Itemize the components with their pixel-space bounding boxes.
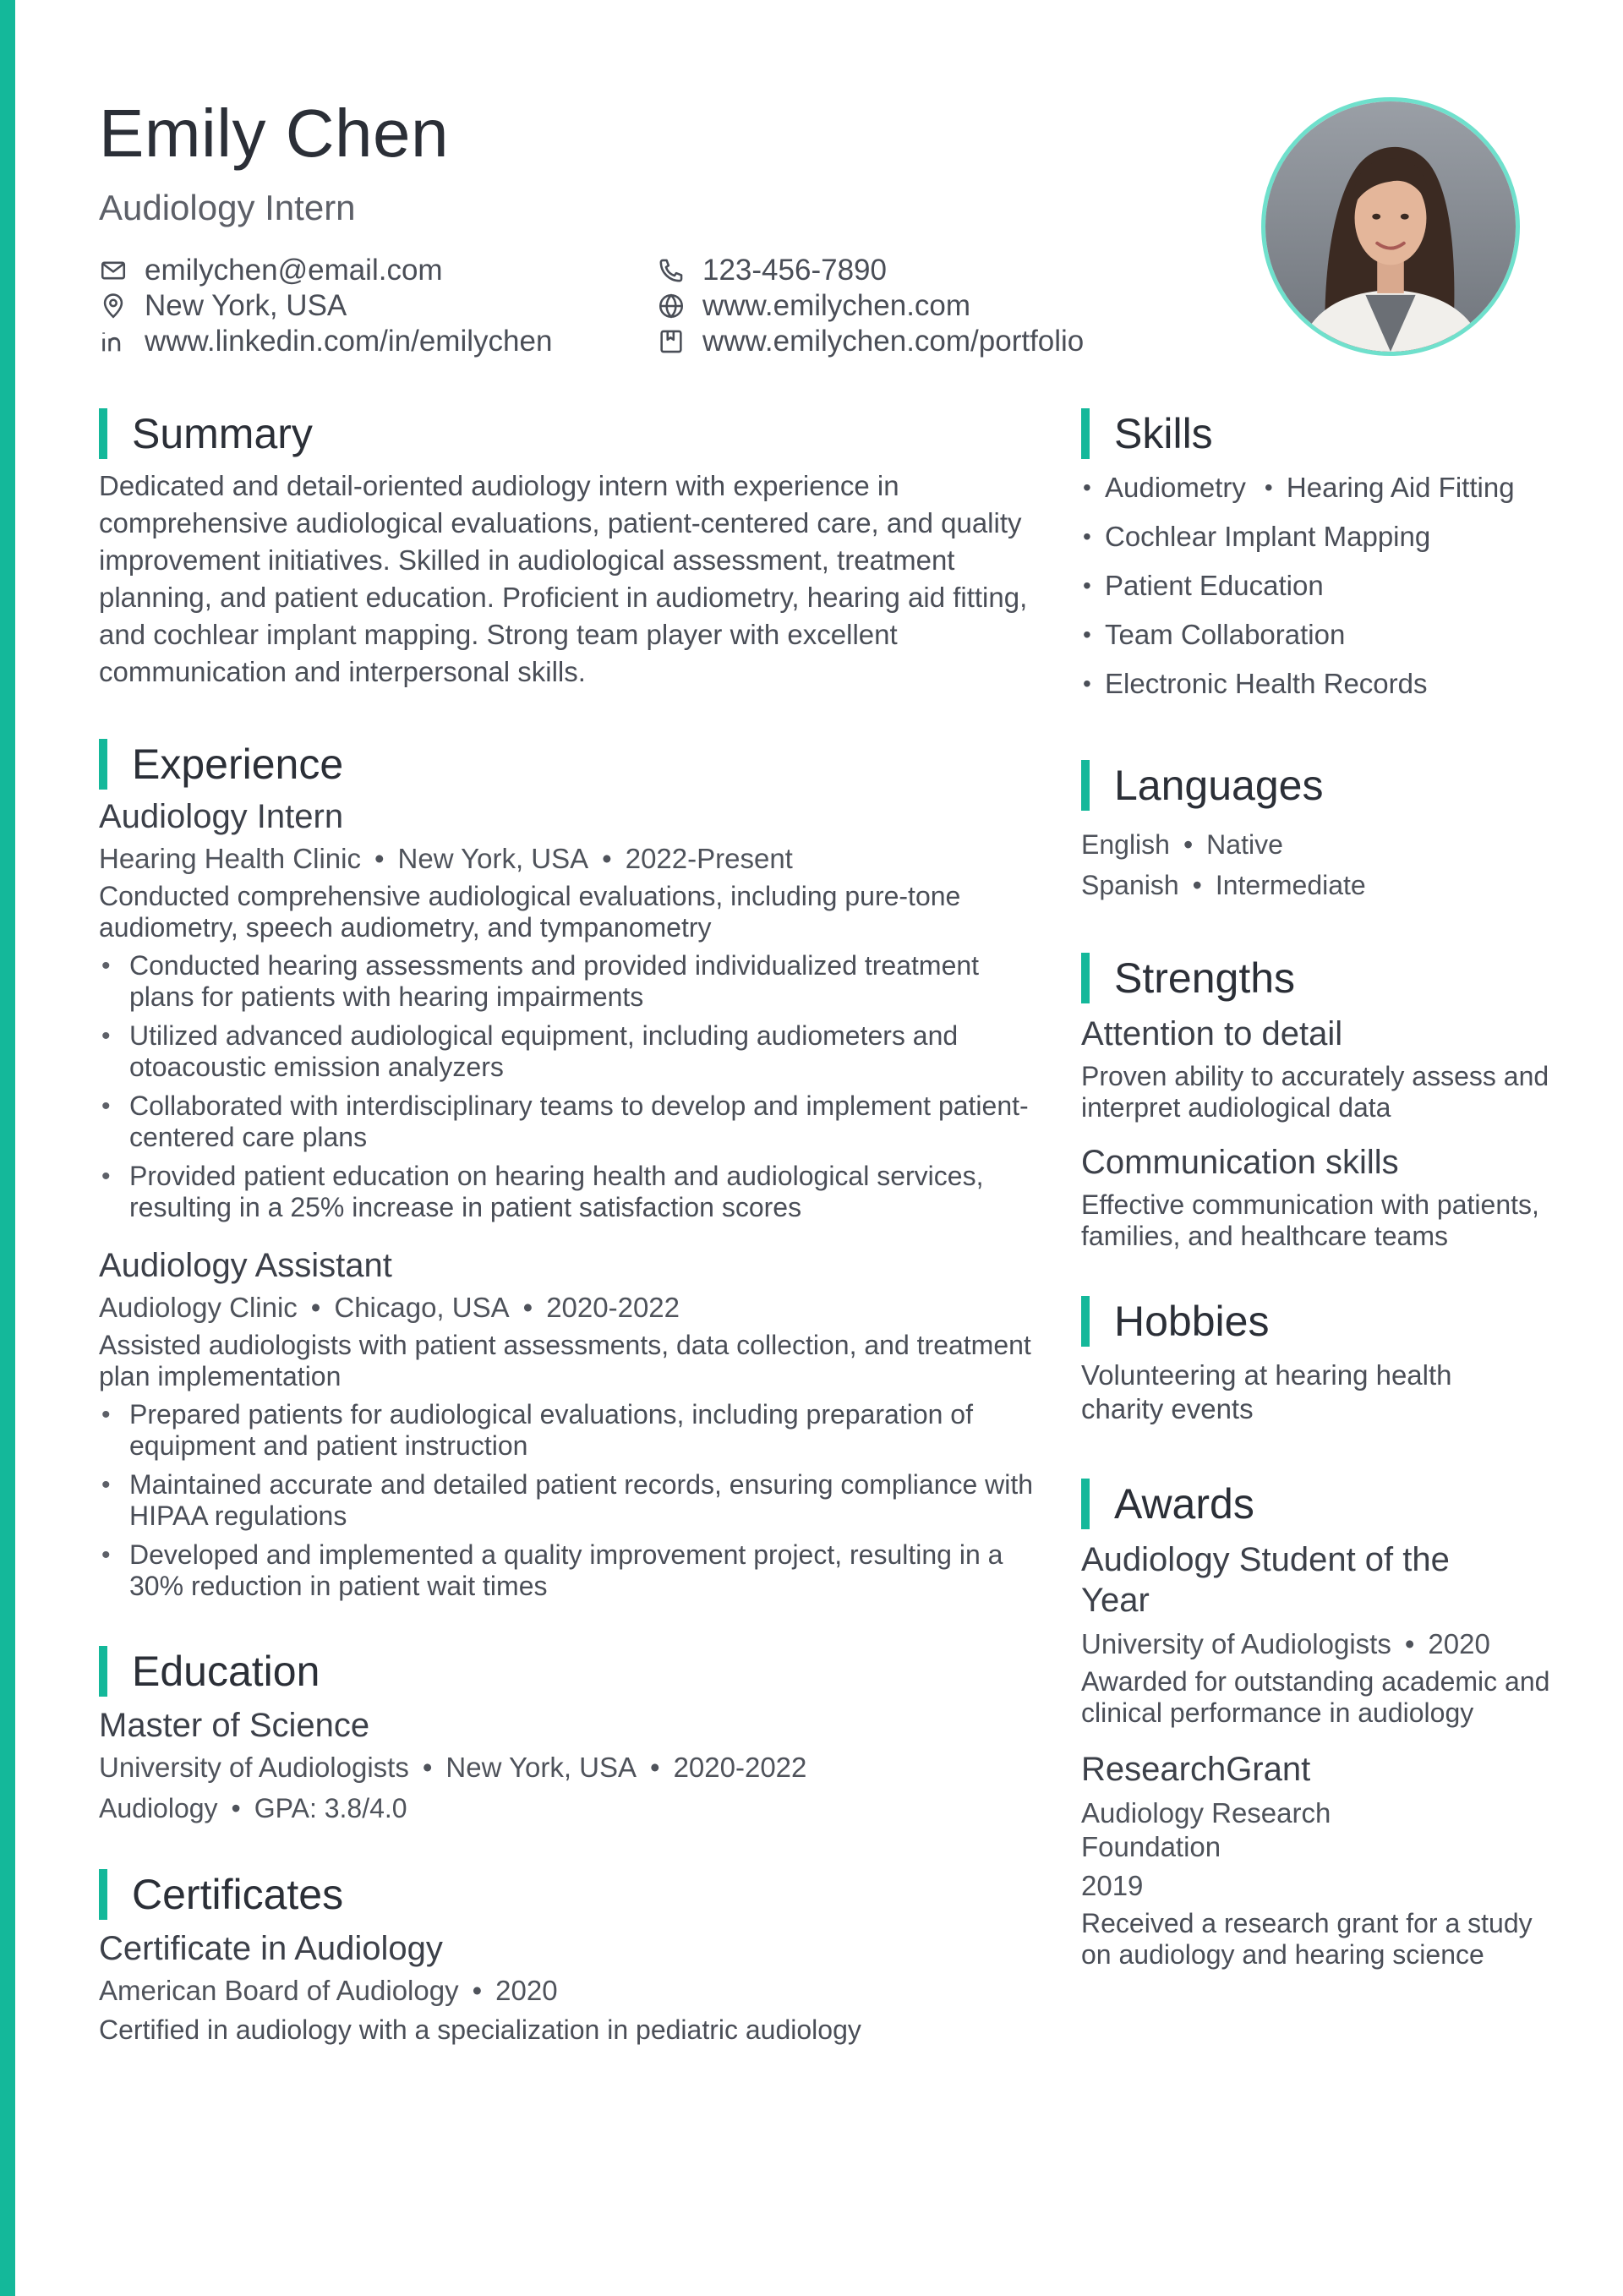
strength-item xyxy=(1081,1014,1555,1123)
contact-linkedin-text: www.linkedin.com/in/emilychen xyxy=(145,325,553,358)
award-item xyxy=(1081,1749,1555,1971)
certificate-name: Certificate in Audiology xyxy=(99,1930,443,1967)
contact-portfolio[interactable] xyxy=(657,326,1164,357)
award-name: Audiology Student of the Year xyxy=(1081,1541,1450,1619)
candidate-name: Emily Chen xyxy=(99,96,450,171)
contact-phone[interactable] xyxy=(657,255,1164,286)
contact-email[interactable] xyxy=(99,255,657,286)
skill-item: • Electronic Health Records xyxy=(1081,667,1428,701)
experience-item xyxy=(99,796,1037,1223)
job-bullet: • Collaborated with interdisciplinary teams to develop and implement patient-centered care plans xyxy=(99,1091,1037,1153)
section-accent-bar xyxy=(99,1869,107,1920)
certificate-description: Certified in audiology with a specialization in pediatric audiology xyxy=(99,2014,861,2045)
award-year: 2019 xyxy=(1081,1870,1144,1901)
section-title: Summary xyxy=(132,410,313,457)
section-title: Education xyxy=(132,1648,320,1695)
strength-name: Communication skills xyxy=(1081,1144,1399,1181)
education-item xyxy=(99,1705,1037,1825)
award-name: ResearchGrant xyxy=(1081,1751,1311,1788)
education-field: Audiology xyxy=(99,1793,218,1823)
strength-description: Effective communication with patients, families, and healthcare teams xyxy=(1081,1189,1539,1251)
section-title: Awards xyxy=(1114,1480,1254,1528)
job-company: Audiology Clinic xyxy=(99,1292,298,1323)
strength-description: Proven ability to accurately assess and interpret audiological data xyxy=(1081,1061,1549,1123)
section-accent-bar xyxy=(1081,1479,1090,1529)
skill-item: • Cochlear Implant Mapping xyxy=(1081,520,1430,554)
contact-location-text: New York, USA xyxy=(145,289,347,322)
job-location: New York, USA xyxy=(397,843,589,874)
section-title: Skills xyxy=(1114,410,1213,457)
candidate-role: Audiology Intern xyxy=(99,188,356,227)
phone-icon xyxy=(657,256,686,285)
job-bullets xyxy=(99,950,1037,1223)
school-name: University of Audiologists xyxy=(99,1752,409,1783)
job-description: Conducted comprehensive audiological evaluations, including pure-tone audiometry, speech audiometry, and tympanometry xyxy=(99,881,961,943)
degree-title: Master of Science xyxy=(99,1707,370,1744)
language-level: Intermediate xyxy=(1215,870,1366,900)
education-meta: University of Audiologists • New York, USA • 2020-2022 xyxy=(99,1752,807,1783)
contact-website[interactable] xyxy=(657,291,1164,321)
contact-phone-text: 123-456-7890 xyxy=(702,254,887,287)
location-pin-icon xyxy=(99,292,128,320)
section-title: Hobbies xyxy=(1114,1298,1270,1345)
language-name: English xyxy=(1081,829,1170,860)
language-item: English • Native xyxy=(1081,829,1283,860)
certificate-year: 2020 xyxy=(495,1975,558,2006)
summary-text: Dedicated and detail-oriented audiology intern with experience in comprehensive audiological evaluations, patient-centered care, and quality improvement initiatives. Skilled in audiological assessment, treatment planning, and patient education. Proficient in audiometry, hearing aid fitting, and cochlear implant mapping. Strong team player with excellent communication and interpersonal skills. xyxy=(99,470,1028,687)
education-gpa: GPA: 3.8/4.0 xyxy=(254,1793,407,1823)
hobbies-text: Volunteering at hearing health charity events xyxy=(1081,1359,1452,1424)
strength-name: Attention to detail xyxy=(1081,1015,1343,1052)
language-level: Native xyxy=(1206,829,1283,860)
award-year: 2020 xyxy=(1428,1628,1490,1659)
award-description: Received a research grant for a study on audiology and hearing science xyxy=(1081,1908,1533,1970)
award-item xyxy=(1081,1539,1555,1729)
accent-side-bar xyxy=(0,0,15,2296)
skill-item: • Patient Education xyxy=(1081,569,1538,603)
contact-website-text: www.emilychen.com xyxy=(702,289,971,322)
certificate-issuer: American Board of Audiology xyxy=(99,1975,459,2006)
award-issuer: University of Audiologists xyxy=(1081,1628,1391,1659)
certificate-meta: American Board of Audiology • 2020 xyxy=(99,1975,558,2006)
strength-item xyxy=(1081,1142,1555,1252)
section-accent-bar xyxy=(1081,1296,1090,1347)
award-meta: University of Audiologists • 2020 xyxy=(1081,1628,1490,1659)
certificate-item xyxy=(99,1928,1037,2046)
contact-email-text: emilychen@email.com xyxy=(145,254,443,287)
contact-linkedin[interactable] xyxy=(99,326,657,357)
certificates-heading xyxy=(99,1869,1037,1920)
job-company: Hearing Health Clinic xyxy=(99,843,361,874)
award-issuer: Audiology Research Foundation xyxy=(1081,1797,1331,1862)
job-location: Chicago, USA xyxy=(334,1292,510,1323)
bookmark-icon xyxy=(657,327,686,356)
strengths-heading xyxy=(1081,953,1555,1003)
section-title: Languages xyxy=(1114,762,1324,809)
skill-item: • Team Collaboration xyxy=(1081,618,1538,652)
job-bullet: • Developed and implemented a quality improvement project, resulting in a 30% reduction in patient wait times xyxy=(99,1539,1037,1602)
section-title: Experience xyxy=(132,741,344,788)
school-location: New York, USA xyxy=(445,1752,637,1783)
left-column xyxy=(99,408,1037,2046)
languages-list xyxy=(1081,824,1555,905)
job-bullet: • Provided patient education on hearing health and audiological services, resulting in a 25% increase in patient satisfaction scores xyxy=(99,1161,1037,1223)
job-bullet: • Utilized advanced audiological equipment, including audiometers and otoacoustic emission analyzers xyxy=(99,1020,1037,1083)
awards-heading xyxy=(1081,1479,1555,1529)
profile-photo xyxy=(1261,97,1520,356)
job-dates: 2022-Present xyxy=(625,843,793,874)
experience-item xyxy=(99,1245,1037,1602)
language-item: Spanish • Intermediate xyxy=(1081,870,1366,900)
job-title: Audiology Intern xyxy=(99,798,344,835)
section-accent-bar xyxy=(99,739,107,790)
job-meta: Audiology Clinic • Chicago, USA • 2020-2022 xyxy=(99,1292,680,1323)
language-name: Spanish xyxy=(1081,870,1179,900)
profile-photo-image xyxy=(1265,101,1516,352)
contact-location xyxy=(99,291,657,321)
award-description: Awarded for outstanding academic and clinical performance in audiology xyxy=(1081,1666,1550,1728)
skills-heading xyxy=(1081,408,1555,459)
section-accent-bar xyxy=(1081,953,1090,1003)
skill-item: • Hearing Aid Fitting xyxy=(1263,471,1515,505)
right-column xyxy=(1081,408,1555,1971)
experience-heading xyxy=(99,739,1037,790)
globe-icon xyxy=(657,292,686,320)
section-title: Certificates xyxy=(132,1871,344,1918)
contact-info xyxy=(99,255,1164,357)
job-bullets xyxy=(99,1399,1037,1602)
section-accent-bar xyxy=(1081,408,1090,459)
summary-heading xyxy=(99,408,1037,459)
job-bullet: • Conducted hearing assessments and provided individualized treatment plans for patients with hearing impairments xyxy=(99,950,1037,1013)
job-title: Audiology Assistant xyxy=(99,1247,392,1284)
job-bullet: • Prepared patients for audiological evaluations, including preparation of equipment and patient instruction xyxy=(99,1399,1037,1462)
linkedin-icon xyxy=(99,327,128,356)
section-accent-bar xyxy=(99,408,107,459)
job-dates: 2020-2022 xyxy=(546,1292,680,1323)
job-bullet: • Maintained accurate and detailed patient records, ensuring compliance with HIPAA regulations xyxy=(99,1469,1037,1532)
skill-item: • Audiometry xyxy=(1081,471,1246,505)
section-accent-bar xyxy=(1081,760,1090,811)
education-dates: 2020-2022 xyxy=(673,1752,807,1783)
education-details: Audiology • GPA: 3.8/4.0 xyxy=(99,1793,407,1823)
contact-portfolio-text: www.emilychen.com/portfolio xyxy=(702,325,1085,358)
skills-list xyxy=(1081,471,1555,716)
hobbies-heading xyxy=(1081,1296,1555,1347)
languages-heading xyxy=(1081,760,1555,811)
education-heading xyxy=(99,1646,1037,1697)
section-accent-bar xyxy=(99,1646,107,1697)
job-description: Assisted audiologists with patient assessments, data collection, and treatment plan implementation xyxy=(99,1330,1031,1391)
job-meta: Hearing Health Clinic • New York, USA • 2022-Present xyxy=(99,843,793,874)
mail-icon xyxy=(99,256,128,285)
section-title: Strengths xyxy=(1114,954,1296,1002)
